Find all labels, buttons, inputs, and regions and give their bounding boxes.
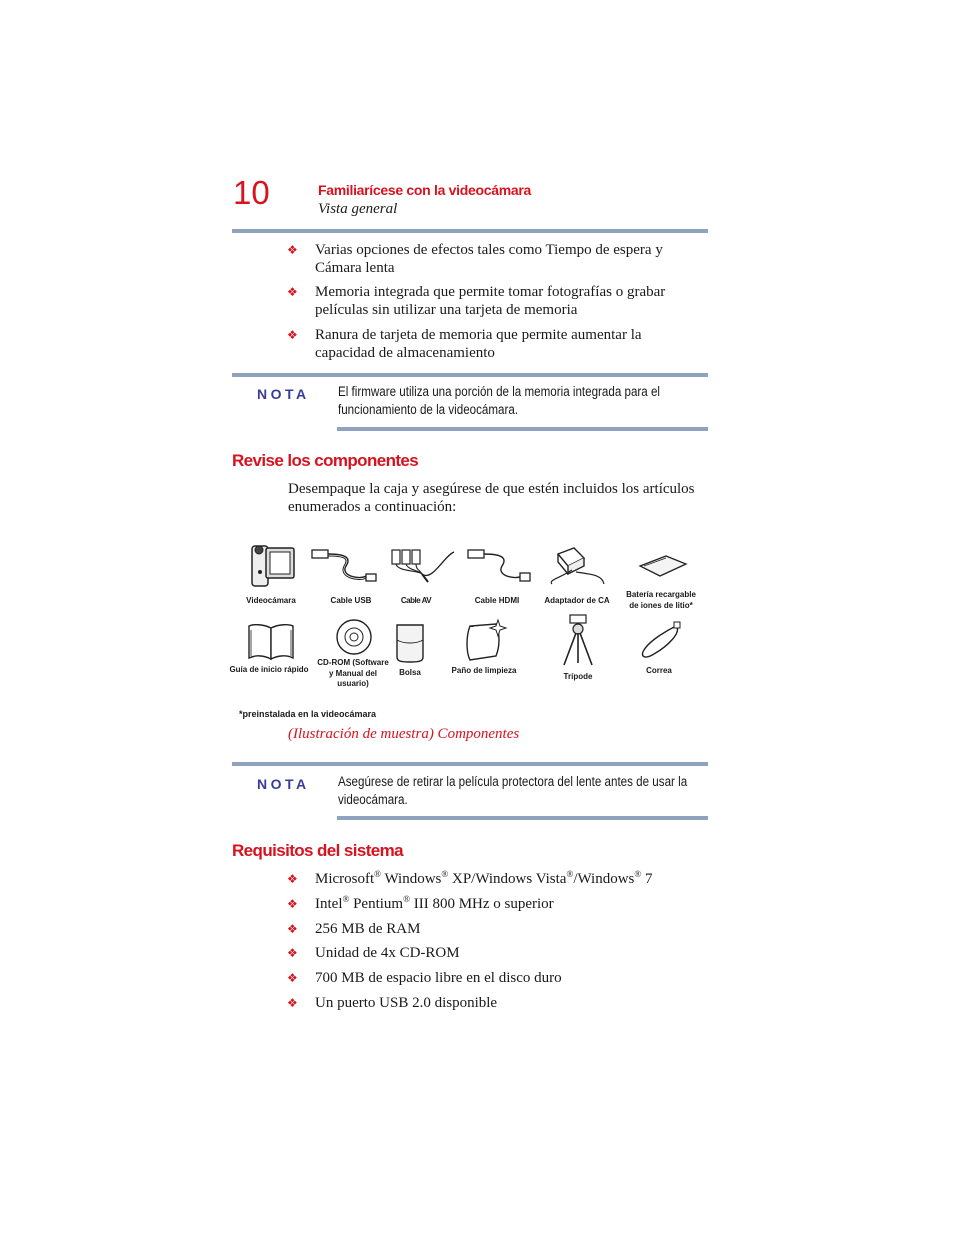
tripod-icon bbox=[558, 613, 598, 669]
note-text: Asegúrese de retirar la película protectora del lente antes de usar la videocámara. bbox=[338, 774, 688, 807]
book-icon bbox=[245, 622, 297, 662]
page-number: 10 bbox=[233, 174, 270, 211]
item-label: Guía de inicio rápido bbox=[229, 665, 309, 674]
item-label: Batería recargable de iones de litio* bbox=[626, 590, 696, 610]
bullet-text: 256 MB de RAM bbox=[315, 921, 421, 937]
bullet-icon: ❖ bbox=[287, 328, 298, 342]
chapter-title: Familiarícese con la videocámara bbox=[318, 182, 531, 198]
cleaning-cloth-icon bbox=[460, 616, 510, 664]
item-label: Adaptador de CA bbox=[544, 596, 610, 605]
bullet-icon: ❖ bbox=[287, 243, 298, 257]
pouch-icon bbox=[394, 622, 426, 664]
bullet-text: Memoria integrada que permite tomar fotografías o grabar películas sin utilizar una tarjeta de memoria bbox=[315, 284, 666, 318]
bullet-icon: ❖ bbox=[287, 946, 298, 960]
bullet-icon: ❖ bbox=[287, 285, 298, 299]
note-top-rule bbox=[232, 762, 708, 766]
item-label: Cable AV bbox=[400, 596, 432, 605]
item-label: Cable HDMI bbox=[474, 596, 520, 605]
strap-icon bbox=[638, 620, 684, 666]
item-label: Correa bbox=[646, 666, 672, 675]
note-text: El firmware utiliza una porción de la memoria integrada para el funcionamiento de la videocámara. bbox=[338, 384, 661, 417]
note-label: NOTA bbox=[257, 386, 310, 402]
footnote: *preinstalada en la videocámara bbox=[239, 709, 377, 719]
bullet-icon: ❖ bbox=[287, 922, 298, 936]
item-label: Bolsa bbox=[399, 668, 421, 677]
bullet-text: Un puerto USB 2.0 disponible bbox=[315, 995, 498, 1011]
section-heading: Requisitos del sistema bbox=[232, 841, 404, 860]
item-label: Trípode bbox=[563, 672, 593, 681]
cpu-requirement: Intel® Pentium® III 800 MHz o superior bbox=[315, 894, 554, 912]
usb-cable-icon bbox=[310, 546, 380, 588]
item-label: CD-ROM (Software y Manual del usuario) bbox=[317, 658, 389, 688]
camcorder-icon bbox=[248, 540, 298, 590]
components-paragraph: Desempaque la caja y asegúrese de que estén incluidos los artículos enumerados a continuación: bbox=[288, 481, 695, 515]
figure-caption: (Ilustración de muestra) Componentes bbox=[288, 726, 520, 742]
note-label: NOTA bbox=[257, 776, 310, 792]
item-label: Videocámara bbox=[246, 596, 296, 605]
bullet-icon: ❖ bbox=[287, 996, 298, 1010]
bullet-text: Ranura de tarjeta de memoria que permite aumentar la capacidad de almacenamiento bbox=[315, 327, 642, 361]
ac-adapter-icon bbox=[544, 544, 608, 588]
item-label: Cable USB bbox=[330, 596, 372, 605]
section-heading: Revise los componentes bbox=[232, 451, 419, 470]
bullet-text: Varias opciones de efectos tales como Tiempo de espera y Cámara lenta bbox=[315, 242, 663, 276]
note-bottom-rule bbox=[337, 816, 708, 820]
hdmi-cable-icon bbox=[466, 546, 536, 588]
bullet-icon: ❖ bbox=[287, 971, 298, 985]
bullet-icon: ❖ bbox=[287, 897, 298, 911]
header-rule bbox=[232, 229, 708, 233]
section-subtitle: Vista general bbox=[318, 201, 398, 217]
note-top-rule bbox=[232, 373, 708, 377]
av-cable-icon bbox=[388, 546, 458, 588]
bullet-text: 700 MB de espacio libre en el disco duro bbox=[315, 970, 562, 986]
battery-icon bbox=[636, 554, 690, 578]
bullet-icon: ❖ bbox=[287, 872, 298, 886]
item-label: Paño de limpieza bbox=[451, 666, 517, 675]
note-bottom-rule bbox=[337, 427, 708, 431]
cd-rom-icon bbox=[334, 617, 374, 657]
os-requirement: Microsoft® Windows® XP/Windows Vista®/Windows® 7 bbox=[315, 869, 653, 887]
bullet-text: Unidad de 4x CD-ROM bbox=[315, 945, 460, 961]
